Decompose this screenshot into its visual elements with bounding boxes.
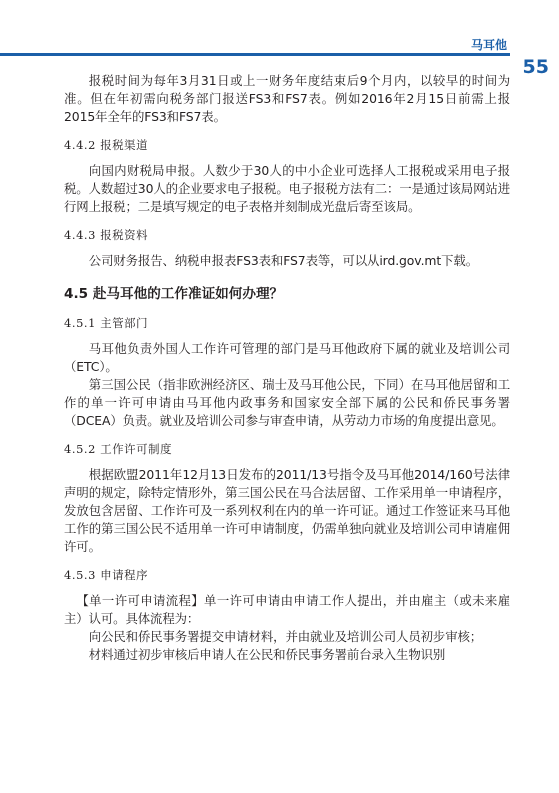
paragraph: 向国内财税局申报。人数少于30人的中小企业可选择人工报税或采用电子报税。人数超过30人的企业要求电子报税。电子报税方法有二：一是通过该局网站进行网上报税；二是填写规定的电子表格并刻制成光盘后寄至该局。 [64, 163, 510, 214]
section-heading: 4.4.3 报税资料 [64, 228, 149, 242]
paragraph: 马耳他负责外国人工作许可管理的部门是马耳他政府下属的就业及培训公司（ETC）。 [64, 341, 510, 374]
paragraph: 第三国公民（指非欧洲经济区、瑞士及马耳他公民，下同）在马耳他居留和工作的单一许可申请由马耳他内政事务和国家安全部下属的公民和侨民事务署（DCEA）负责。就业及培训公司参与审查申请，从劳动力市场的角度提出意见。 [64, 377, 510, 428]
paragraph: 根据欧盟2011年12月13日发布的2011/13号指令及马耳他2014/160号法律声明的规定，除特定情形外，第三国公民在马合法居留、工作采用单一申请程序，发放包含居留、工作许可及一系列权利在内的单一许可证。通过工作签证来马耳他工作的第三国公民不适用单一许可申请制度，仍需单独向就业及培训公司申请雇佣许可。 [64, 467, 510, 554]
page-number: 55 [522, 56, 549, 78]
paragraph: 向公民和侨民事务署提交申请材料，并由就业及培训公司人员初步审核； [88, 629, 483, 644]
section-heading: 4.4.2 报税渠道 [64, 138, 149, 152]
header-rule [0, 53, 510, 56]
paragraph: 报税时间为每年3月31日或上一财务年度结束后9个月内，以较早的时间为准。但在年初需向税务部门报送FS3和FS7表。例如2016年2月15日前需上报2015年全年的FS3和FS7表。 [64, 73, 510, 124]
paragraph: 【单一许可申请流程】单一许可申请由申请工作人提出，并由雇主（或未来雇主）认可。具体流程为： [64, 593, 510, 626]
section-heading: 4.5.1 主管部门 [64, 316, 149, 330]
paragraph: 公司财务报告、纳税申报表FS3表和FS7表等，可以从ird.gov.mt下载。 [88, 253, 479, 268]
header-chapter-title: 马耳他 [470, 38, 507, 52]
section-heading: 4.5.3 申请程序 [64, 568, 149, 582]
page-body [64, 72, 510, 664]
section-heading: 4.5.2 工作许可制度 [64, 442, 173, 456]
paragraph: 材料通过初步审核后申请人在公民和侨民事务署前台录入生物识别 [88, 647, 446, 662]
chapter-heading: 4.5 赴马耳他的工作准证如何办理？ [64, 286, 284, 302]
